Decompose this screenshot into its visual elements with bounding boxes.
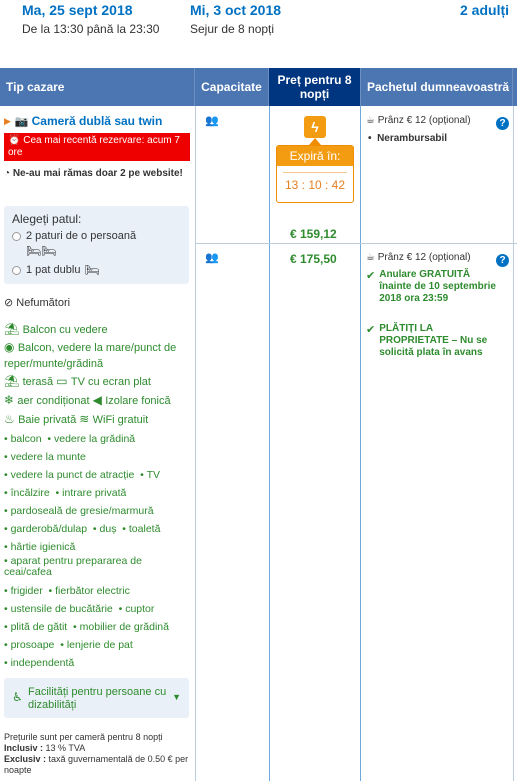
amenities-list [4,430,192,672]
amenity: vedere la punct de atracție [10,469,135,481]
amenity-row: • hârtie igienică [4,541,76,553]
twin-bed-icon: 🛏🛏 [26,244,57,258]
recent-booking-badge [4,133,190,161]
radio-double[interactable] [12,266,21,275]
coffee-icon: ☕ [366,252,378,263]
checkout-block [190,2,281,36]
amenity: pardoseală de gresie/marmură [10,505,154,517]
facilities-list [4,320,192,429]
breakfast-offer-2 [366,252,471,263]
amenity: aparat pentru prepararea de ceai/cafea [4,555,142,578]
amenity: hârtie igienică [10,541,76,553]
help-icon[interactable]: ? [496,254,509,267]
facility-item [4,320,192,339]
checkin-time: De la 13:30 până la 23:30 [22,22,160,36]
bed-option-double[interactable] [12,263,100,277]
amenity: independentă [10,657,75,669]
amenity-row: • aparat pentru prepararea de ceai/cafea [4,555,142,578]
facility-item [4,372,192,391]
amenity: intrare privată [62,487,127,499]
no-smoking-icon: ⊘ [4,297,17,309]
amenity: prosoape [10,639,55,651]
included-label: Inclusiv : [4,743,44,753]
facility-label: WiFi gratuit [92,414,149,426]
facility-label: Balcon cu vedere [22,324,108,336]
table-header [0,68,517,106]
price-offer-2: € 175,50 [290,252,337,266]
accessibility-label: Facilități pentru persoane cu dizabilități [28,686,167,711]
room-name-link[interactable]: Cameră dublă sau twin [31,114,163,128]
amenity: frigider [10,585,43,597]
divider [513,106,514,781]
included-value: 13 % TVA [45,743,86,753]
facility-label: TV cu ecran plat [70,376,151,388]
bullet: • [368,133,378,144]
condition-pay-at-property [366,323,496,359]
double-bed-icon: 🛏 [84,263,100,277]
amenity: mobilier de grădină [79,621,169,633]
price-offer-1: € 159,12 [290,227,337,241]
flash-deal-icon: ϟ [304,116,326,138]
rooms-table [0,106,517,781]
guests-block [460,2,509,18]
amenity-row: • vedere la munte [4,451,86,463]
checkin-date: Ma, 25 sept 2018 [22,2,133,18]
selected-price-column [269,106,361,781]
facility-label: Balcon, vedere la mare/punct de reper/munte/grădină [4,342,177,370]
amenity: toaletă [128,523,161,535]
excluded-label: Exclusiv : [4,754,47,764]
condition-free-cancellation [366,269,496,305]
balcony-icon: ⛱ [4,322,23,336]
guests-count: 2 adulți [460,2,510,18]
speaker-icon: ◀ [92,393,106,407]
wifi-icon: ≋ [79,412,93,426]
radio-twin[interactable] [12,232,21,241]
amenity: ustensile de bucătărie [10,603,113,615]
check-icon: ✔ [366,324,376,336]
facility-item [4,410,192,429]
amenity: lenjerie de pat [66,639,133,651]
amenity: vedere la grădină [53,433,136,445]
expand-triangle-icon: ▶ [4,115,11,126]
divider [195,106,196,781]
snowflake-icon: ❄ [4,393,18,407]
wheelchair-icon: ♿ [12,690,23,704]
header-room-type: Tip cazare [0,68,195,106]
row-divider [195,243,517,244]
availability-text: Ne-au mai rămas doar 2 pe website! [12,168,183,179]
checkout-date: Mi, 3 oct 2018 [190,2,282,18]
expiry-label: Expiră în: [277,146,353,166]
bed-option-twin[interactable] [12,230,136,242]
condition-text: PLĂTIȚI LA PROPRIETATE – Nu se solicită plata în avans [379,323,488,358]
amenity-row: • pardoseală de gresie/marmură [4,505,154,517]
shower-icon: ♨ [4,412,19,426]
amenity-row: • garderobă/dulap • duș • toaletă [4,523,161,535]
amenity: plită de gătit [10,621,68,633]
facility-label: Baie privată [18,414,77,426]
amenity: TV [146,469,161,481]
alarm-icon: ⏰ [8,135,24,146]
check-icon: ✔ [366,270,376,282]
amenity-row: • frigider • fierbător electric [4,585,130,597]
condition-nonrefundable [368,133,447,144]
facility-label: terasă [22,376,54,388]
recent-booking-text: Cea mai recentă rezervare: acum 7 ore [8,135,180,158]
amenity-row: • încălzire • intrare privată [4,487,127,499]
dates-bar [0,0,517,68]
price-note-included [4,743,194,754]
checkin-block [22,2,159,36]
capacity-2-persons-icon: 👥 [205,252,218,264]
amenity-row: • plită de gătit • mobilier de grădină [4,621,169,633]
camera-icon: 📷 [14,115,29,128]
expiry-timer: 13 : 10 : 42 [284,178,346,192]
chevron-down-icon: ▼ [172,692,181,702]
breakfast-text: Prânz € 12 (opțional) [377,252,471,263]
terrace-icon: ⛱ [4,374,23,388]
clock-icon: ◔ [4,168,13,179]
amenity: duș [99,523,117,535]
amenity: balcon [10,433,42,445]
bed-option-twin-label: 2 paturi de o persoană [26,230,137,242]
non-smoking [4,296,70,309]
header-package: Pachetul dumneavoastră [361,68,513,106]
stay-length: Sejur de 8 nopți [190,22,275,36]
price-note-excluded [4,754,194,776]
amenity-row: • ustensile de bucătărie • cuptor [4,603,155,615]
header-capacity: Capacitate [195,68,269,106]
expiry-countdown-box [276,145,354,203]
room-title[interactable] [4,114,162,128]
amenity-row: • balcon • vedere la grădină [4,433,136,445]
bed-option-double-label: 1 pat dublu [26,264,81,276]
amenity: cuptor [125,603,155,615]
condition-text: Nerambursabil [377,133,448,144]
bed-choice-title: Alegeți patul: [12,212,82,226]
bed-choice-box [4,206,189,284]
amenity: încălzire [10,487,50,499]
facility-item [4,391,192,410]
amenity-row: • vedere la punct de atracție • TV [4,469,161,481]
price-note-line: Prețurile sunt per cameră pentru 8 nopți [4,732,163,742]
excluded-value: taxă guvernamentală de 0.50 € per noapte [4,754,189,775]
facility-item [4,339,192,372]
tv-icon: ▭ [56,374,71,388]
amenity: vedere la munte [10,451,86,463]
price-notes [4,732,194,776]
capacity-2-persons-icon: 👥 [205,115,218,127]
amenity: garderobă/dulap [10,523,88,535]
breakfast-offer-1 [366,115,471,126]
facility-label: Izolare fonică [105,395,171,407]
condition-text: Anulare GRATUITĂ înainte de 10 septembrie 2018 ora 23:59 [379,269,496,304]
tooltip-arrow [309,138,321,145]
non-smoking-label: Nefumători [16,297,71,309]
breakfast-text: Prânz € 12 (opțional) [377,115,471,126]
amenity-row: • prosoape • lenjerie de pat [4,639,133,651]
amenity: fierbător electric [55,585,130,597]
coffee-icon: ☕ [366,115,378,126]
facility-label: aer condiționat [17,395,90,407]
availability-message [4,167,190,180]
eye-icon: ◉ [4,340,18,354]
amenity-row: • independentă [4,657,75,669]
accessibility-toggle[interactable] [4,678,189,718]
help-icon[interactable]: ? [496,117,509,130]
header-price[interactable]: Preț pentru 8 nopți [269,68,361,106]
